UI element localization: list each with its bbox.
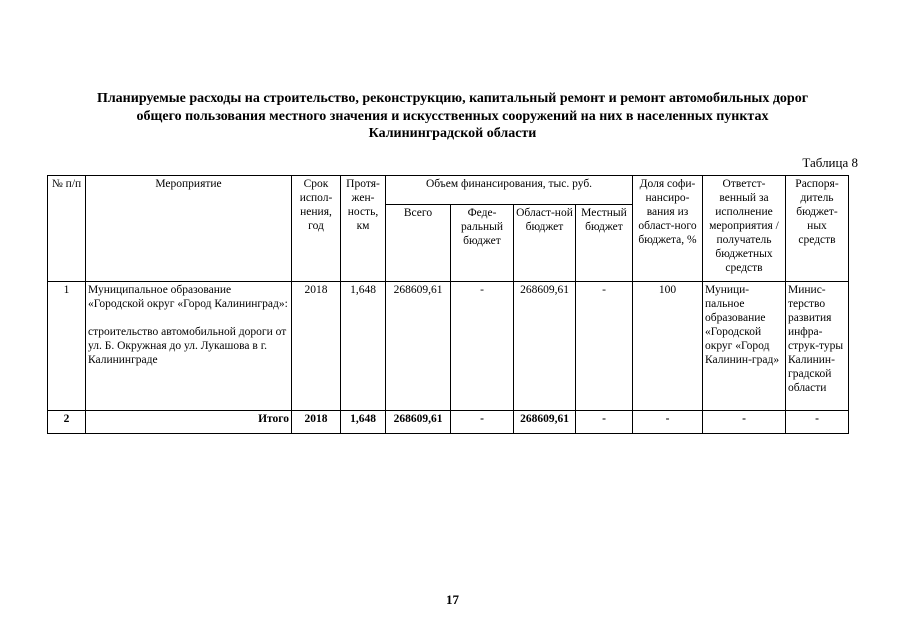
document-title: [40, 90, 865, 143]
header-distributor: Распоря-дитель бюджет-ных средств: [786, 176, 849, 282]
header-term: Срок испол-нения, год: [292, 176, 341, 282]
total-length: 1,648: [341, 411, 386, 434]
row-responsible: Муници-пальное образование «Городской округ «Город Калинин-град»: [703, 282, 786, 411]
header-share: Доля софи-нансиро-вания из област-ного бюджета, %: [633, 176, 703, 282]
total-label: Итого: [86, 411, 292, 434]
row-share: 100: [633, 282, 703, 411]
row-event: [86, 282, 292, 411]
title-line-1: Планируемые расходы на строительство, реконструкцию, капитальный ремонт и ремонт автомобильных дорог: [96, 91, 809, 106]
row-distributor: Минис-терство развития инфра-струк-туры Калинин-градской области: [786, 282, 849, 411]
title-line-2: общего пользования местного значения и искусственных сооружений на них в населенных пунктах: [136, 108, 769, 124]
total-num: 2: [48, 411, 86, 434]
event-organization: Муниципальное образование «Городской округ «Город Калининград»:: [88, 284, 288, 310]
header-event: Мероприятие: [86, 176, 292, 282]
total-federal: -: [451, 411, 514, 434]
total-row: [48, 411, 849, 434]
total-total: 268609,61: [386, 411, 451, 434]
row-regional: 268609,61: [514, 282, 576, 411]
row-local: -: [576, 282, 633, 411]
funding-table: [47, 175, 849, 434]
header-regional: Област-ной бюджет: [514, 205, 576, 282]
header-local: Местный бюджет: [576, 205, 633, 282]
table-row: [48, 282, 849, 411]
header-responsible: Ответст-венный за исполнение мероприятия / получатель бюджетных средств: [703, 176, 786, 282]
row-federal: -: [451, 282, 514, 411]
header-federal: Феде-ральный бюджет: [451, 205, 514, 282]
page-number: 17: [446, 592, 459, 607]
total-share: -: [633, 411, 703, 434]
header-length: Протя-жен-ность, км: [341, 176, 386, 282]
header-row-1: [48, 176, 849, 205]
event-description: строительство автомобильной дороги от ул. Б. Окружная до ул. Лукашова в г. Калининграде: [88, 326, 287, 366]
total-local: -: [576, 411, 633, 434]
title-line-3: Калининградской области: [368, 126, 537, 141]
total-regional: 268609,61: [514, 411, 576, 434]
row-term: 2018: [292, 282, 341, 411]
row-total: 268609,61: [386, 282, 451, 411]
total-term: 2018: [292, 411, 341, 434]
total-responsible: -: [703, 411, 786, 434]
total-distributor: -: [786, 411, 849, 434]
header-funding-group: Объем финансирования, тыс. руб.: [386, 176, 633, 205]
table-label: Таблица 8: [802, 155, 858, 170]
row-num: 1: [48, 282, 86, 411]
header-total: Всего: [386, 205, 451, 282]
header-num: № п/п: [48, 176, 86, 282]
row-length: 1,648: [341, 282, 386, 411]
